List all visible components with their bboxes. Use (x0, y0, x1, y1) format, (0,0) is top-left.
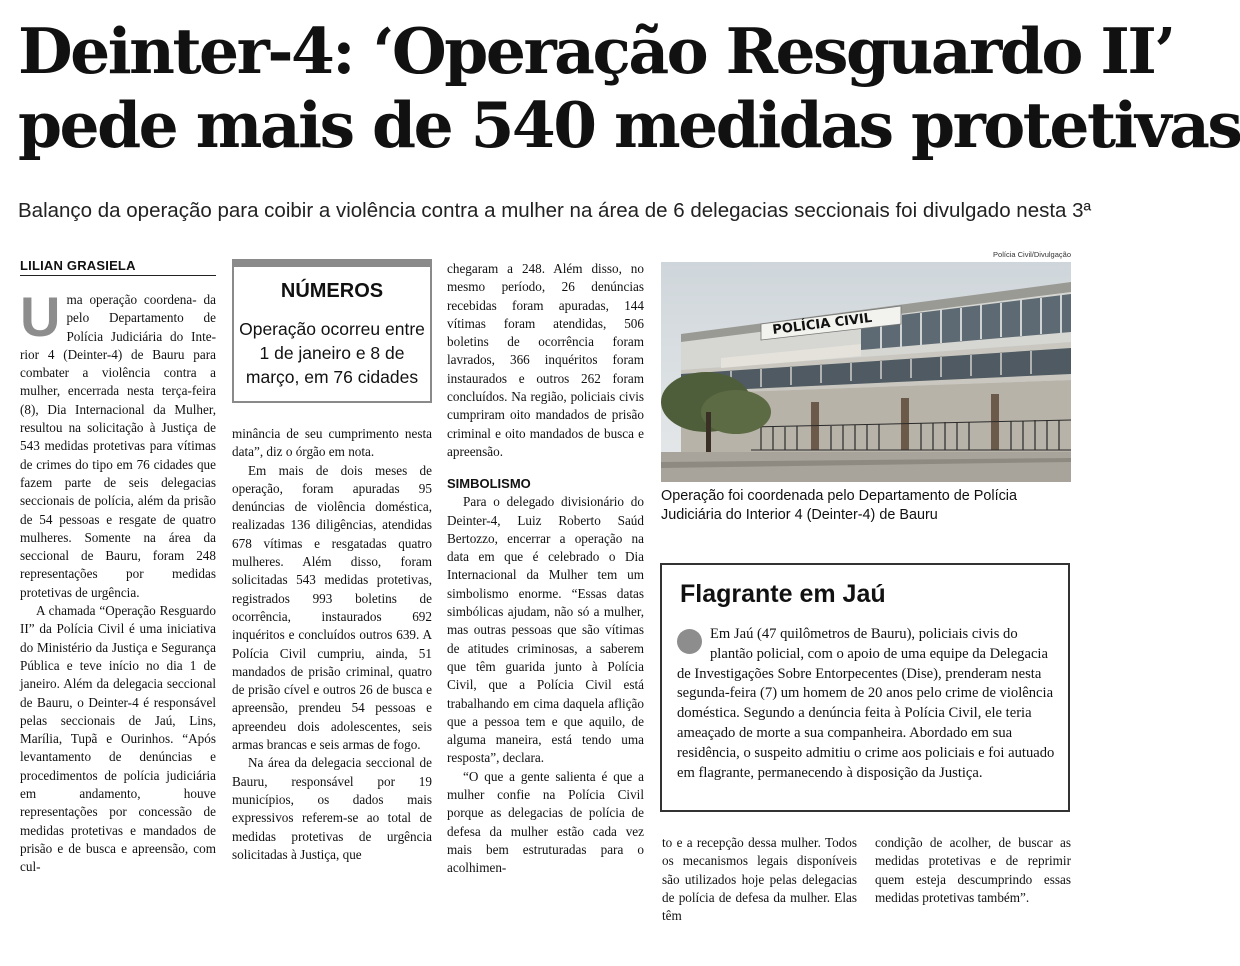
numeros-box-top-bar (232, 259, 432, 267)
intro-line-3: Polícia Judiciária do Inte- (66, 328, 216, 344)
flagrante-title: Flagrante em Jaú (680, 580, 886, 608)
flagrante-box (660, 563, 1070, 812)
paragraph-numeros-bauru: chegaram a 248. Além disso, no mesmo período, 26 denúncias recebidas foram apuradas, 144 vítimas foram atendidas, 506 boletins de ocorrência foram lavrados, 366 inquéritos foram instaurados e outros 262 foram concluídos. Na região, policiais civis cumpriram oito mandados de prisão criminal e oito mandados de busca e apreensão. (447, 261, 644, 459)
flagrante-body (677, 625, 1055, 783)
paragraph-culminancia: minância de seu cumprimento nesta data”, diz o órgão em nota. (232, 426, 432, 460)
numeros-text (234, 317, 430, 389)
paragraph-simbolismo: Para o delegado divisionário do Deinter-4, Luiz Roberto Saúd Bertozzo, encerrar a operação na data em que é celebrado o Dia Internacional da Mulher tem um simbolismo enorme. “Essas datas simbólicas ajudam, não só a mulher, mas outras pessoas que são vítimas de atitudes criminosas, a saberem que têm guarida junto à Polícia Civil, que a Polícia Civil está trabalhando em cima daquela aflição que a pessoa tem e que aquilo, de alguma maneira, está tendo uma resposta”, declara. (447, 494, 644, 766)
building-sign-text: POLÍCIA CIVIL (771, 310, 873, 338)
intro-line-rest: rior 4 (Deinter-4) de Bauru para combater a violência contra a mulher, encerrada nesta terça-feira (8), Dia Internacional da Mulher, resultou na solicitação à Justiça de 543 medidas protetivas para vítimas de crimes do tipo em 76 cidades que fazem parte de seis delegacias seccionais de polícia, além da prisão de 54 pessoas e resgate de quatro mulheres. Somente na área da seccional de Bauru, foram 248 representações por medidas protetivas de urgência. (20, 346, 216, 600)
paragraph-col5: condição de acolher, de buscar as medidas protetivas e de reprimir quem esteja descumprindo essas medidas protetivas também”. (875, 835, 1071, 905)
paragraph-bauru: Na área da delegacia seccional de Bauru, responsável por 19 municípios, os dados mais expressivos referem-se ao total de medidas protetivas de urgência solicitadas à Justiça, que (232, 755, 432, 862)
headline (18, 14, 1240, 162)
headline-line-2: pede mais de 540 medidas protetivas (18, 88, 1240, 162)
paragraph-quote: “O que a gente salienta é que a mulher confie na Polícia Civil porque as delegacias de polícia de defesa da mulher estão cada vez mais bem estruturadas para o acolhimen- (447, 768, 644, 876)
column-3 (447, 260, 644, 878)
numeros-title: NÚMEROS (280, 280, 384, 302)
numeros-line-3: março, em 76 cidades (245, 367, 419, 387)
column-5 (875, 834, 1071, 907)
paragraph-operacao: A chamada “Operação Resguardo II” da Polícia Civil é uma iniciativa do Ministério da Justiça e Segurança Pública e teve início no dia 1 de janeiro. Além da delegacia seccional de Bauru, o Deinter-4 é responsável pelas seccionais de Jaú, Lins, Marília, Tupã e Ourinhos. “Após levantamento de denúncias e procedimentos de polícia judiciária em andamento, houve representações por concessão de medidas protetivas e mandados de prisão e de busca e apreensão, com cul- (20, 603, 216, 875)
photo-credit: Polícia Civil/Divulgação (993, 250, 1071, 259)
numeros-line-2: 1 de janeiro e 8 de (259, 343, 405, 363)
column-1 (20, 285, 216, 877)
intro-line-2: da pelo Departamento de (66, 292, 216, 326)
photo-caption: Operação foi coordenada pelo Departamento de Polícia Judiciária do Interior 4 (Deinter-4) de Bauru (661, 488, 1017, 523)
section-heading-simbolismo: SIMBOLISMO (447, 476, 531, 492)
intro-line-1: ma operação coordena- (66, 292, 197, 307)
headline-line-1: Deinter-4: ‘Operação Resguardo II’ (18, 14, 1174, 88)
byline: LILIAN GRASIELA (20, 257, 216, 276)
numeros-line-1: Operação ocorreu entre (239, 319, 425, 339)
photo-policia-civil-building (661, 262, 1071, 482)
column-4 (662, 834, 857, 925)
flagrante-text: Em Jaú (47 quilômetros de Bauru), policiais civis do plantão policial, com o apoio de uma equipe da Delegacia de Investigações Sobre Entorpecentes (Dise), prenderam nesta segunda-feira (7) um homem de 20 anos pelo crime de violência doméstica. Segundo a denúncia feita à Polícia Civil, ele teria ameaçado de morte a sua companheira. Abordado em sua residência, o suspeito admitiu o crime aos policiais e foi autuado em flagrante, permanecendo à disposição da Justiça. (677, 626, 1055, 781)
building-illustration (661, 262, 1071, 482)
column-2 (232, 425, 432, 864)
bullet-circle-icon (677, 629, 702, 654)
subheadline: Balanço da operação para coibir a violência contra a mulher na área de 6 delegacias seccionais foi divulgado nesta 3ª (18, 199, 1092, 222)
drop-cap: U (20, 285, 61, 348)
paragraph-balanco: Em mais de dois meses de operação, foram apuradas 95 denúncias de violência doméstica, realizadas 136 diligências, atendidas 678 vítimas e resgatadas quatro mulheres. Além disso, foram solicitadas 543 medidas protetivas, registrados 993 boletins de ocorrência, instaurados 692 inquéritos e concluídos outros 639. A Polícia Civil cumpriu, ainda, 51 mandados de prisão criminal, quatro de prisão cível e outros 26 de busca e apreensão, prendeu 54 pessoas e apreendeu dois adolescentes, seis armas brancas e seis armas de fogo. (232, 462, 432, 753)
paragraph-col4: to e a recepção dessa mulher. Todos os mecanismos legais disponíveis são utilizados hoje pelas delegacias de polícia de defesa da mulher. Elas têm (662, 835, 857, 924)
numeros-box (232, 259, 432, 403)
